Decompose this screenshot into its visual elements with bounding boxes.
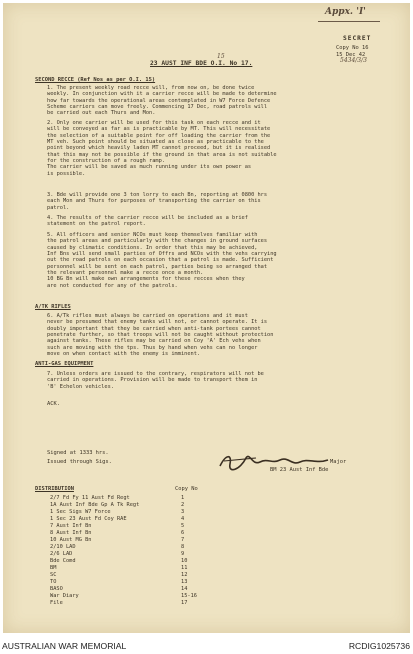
paragraph-line: statement on the patrol report. (47, 221, 146, 228)
file-reference: 5434/3/3 (340, 57, 367, 64)
appendix-mark: Appx. 'I' (325, 7, 366, 17)
paragraph-line: 1. The present weekly road recce will, from now on, be done twice (47, 85, 255, 91)
paragraph-1 (47, 85, 387, 117)
paragraph-line: 5. All officers and senior NCOs must keep themselves familiar with (47, 232, 258, 238)
copy-no-heading: Copy No (175, 486, 198, 492)
distribution-recipient: 2/6 LAD (50, 551, 73, 557)
distribution-copy-no: 14 (181, 586, 188, 592)
paragraph-line: carried in operations. Provision will be made to transport them in (47, 377, 258, 384)
distribution-recipient: 2/7 Fd Fy 11 Aust Fd Regt (50, 495, 130, 501)
distribution-copy-no: 17 (181, 600, 188, 606)
distribution-recipient: 2/10 LAD (50, 544, 76, 550)
paragraph-line: against tanks. These rifles may be carried on Coy 'A' Ech vehs when (47, 338, 261, 345)
distribution-recipient: 1 Sec Sigs W7 Force (50, 509, 111, 515)
list-item (50, 600, 63, 606)
distribution-recipient: 1A Aust Inf Bde Gp A Tk Regt (50, 502, 140, 508)
distribution-copy-no: 3 (181, 509, 185, 515)
paragraph-line: 2. Only one carrier will be used for this task on each recce and it (47, 120, 261, 126)
distribution-heading: DISTRIBUTION (35, 486, 74, 492)
paragraph-2 (47, 120, 387, 177)
issue-date: 15 Dec 42 (336, 52, 366, 58)
distribution-recipient: BASO (50, 586, 63, 592)
list-item (50, 495, 130, 501)
distribution-copy-no: 9 (181, 551, 185, 557)
distribution-recipient: 8 Aust Inf Bn (50, 530, 92, 536)
paragraph-line: personnel will be sent on each patrol, parties being so arranged that (47, 263, 268, 270)
paragraph-line: 7. Unless orders are issued to the contrary, respirators will not be (47, 371, 264, 377)
paragraph-line: weekly. In conjunction with it a carrier recce will be made to determine (47, 91, 277, 98)
appendix-underline (318, 7, 380, 22)
list-item (50, 593, 79, 599)
distribution-recipient: BM (50, 565, 57, 571)
distribution-recipient: War Diary (50, 593, 79, 599)
distribution-copy-no: 1 (181, 495, 185, 501)
list-item (50, 502, 139, 508)
distribution-copy-no: 10 (181, 558, 188, 564)
distribution-copy-no: 11 (181, 565, 188, 571)
signature-title: Major (330, 459, 347, 465)
paragraph-line: never be presumed that enemy tanks will not, or cannot operate. It is (47, 319, 268, 326)
list-item (50, 551, 72, 557)
paragraph-4 (47, 215, 387, 228)
paragraph-6 (47, 313, 387, 357)
list-item (50, 537, 91, 543)
distribution-recipient: Bde Comd (50, 558, 76, 564)
paragraph-7 (47, 371, 387, 390)
distribution-recipient: File (50, 600, 63, 606)
paragraph-line: for the construction of a rough ramp. (47, 158, 165, 165)
paragraph-line: caused by climatic conditions. In order that this may be achieved, (47, 244, 258, 251)
paragraph-line: doubly important that they be carried when anti-tank portees cannot (47, 325, 261, 332)
paragraph-line: 'B' Echelon vehicles. (47, 383, 114, 390)
document-title: 23 AUST INF BDE O.I. No 17. (150, 60, 253, 67)
signed-at: Signed at 1333 hrs. (47, 450, 109, 456)
paragraph-5 (47, 232, 387, 289)
paragraph-line: are not conducted for any of the patrols. (47, 282, 178, 289)
distribution-copy-no: 7 (181, 537, 185, 543)
list-item (50, 544, 76, 550)
paragraph-line: will be conveyed as far as is practicable by MT. This will necessitate (47, 126, 271, 133)
list-item (50, 523, 91, 529)
paragraph-line: move on when contact with the enemy is imminent. (47, 351, 201, 358)
archive-name: AUSTRALIAN WAR MEMORIAL (2, 641, 127, 651)
distribution-copy-no: 6 (181, 530, 185, 536)
paragraph-line: such are moving with the tps. Thus by hand when vehs can no longer (47, 344, 258, 351)
paragraph-line: patrol. (47, 204, 70, 211)
paragraph-3 (47, 192, 387, 211)
paragraph-line: the relevant personnel make a recce once a month. (47, 270, 204, 277)
list-item (50, 558, 76, 564)
list-item (50, 530, 91, 536)
paragraph-line: point beyond which heavily laden MT cannot proceed, but it is realised (47, 145, 271, 152)
list-item (50, 586, 63, 592)
list-item (50, 509, 111, 515)
amendment-mark: 15 (217, 53, 225, 60)
distribution-recipient: SC (50, 572, 57, 578)
distribution-copy-no: 2 (181, 502, 185, 508)
distribution-copy-no: 15-16 (181, 593, 197, 599)
distribution-copy-no: 4 (181, 516, 185, 522)
paragraph-line: be carried out each Thurs and Mon. (47, 110, 156, 117)
section-heading-anti-gas: ANTI-GAS EQUIPMENT (35, 361, 94, 367)
acknowledge: ACK. (47, 401, 60, 407)
classification: SECRET (343, 35, 372, 42)
copy-number: Copy No 16 (336, 45, 369, 51)
section-heading-second-recce: SECOND RECCE (Ref Nos as per O.I. 15) (35, 77, 156, 83)
paragraph-line: 6. A/Tk rifles must always be carried on operations and it must (47, 313, 248, 319)
distribution-copy-no: 5 (181, 523, 185, 529)
paragraph-line: MT veh. Such point should be situated as close as practicable to the (47, 139, 264, 146)
distribution-copy-no: 13 (181, 579, 188, 585)
paragraph-line: 10 BG Bn will make own arrangements for these recces when they (47, 276, 245, 283)
list-item (50, 579, 56, 585)
archive-id: RCDIG1025736 (348, 641, 410, 651)
paragraph-line: each Mon and Thurs for purposes of transporting the carrier on this (47, 198, 261, 205)
paragraph-line: 4. The results of the carrier recce will be included as a brief (47, 215, 248, 221)
distribution-copy-no: 8 (181, 544, 185, 550)
paragraph-line: Inf Bns will send small parties of Offrs and NCOs with the vehs carrying (47, 251, 277, 258)
archive-footer (0, 640, 413, 654)
list-item (50, 565, 56, 571)
section-heading-atk-rifles: A/TK RIFLES (35, 304, 71, 310)
distribution-recipient: 10 Aust MG Bn (50, 537, 92, 543)
paragraph-line: out the road patrols on each occasion that a patrol is made. Sufficient (47, 257, 274, 264)
issued-through: Issued through Sigs. (47, 459, 112, 465)
list-item (50, 572, 56, 578)
distribution-copy-no: 12 (181, 572, 188, 578)
distribution-recipient: 7 Aust Inf Bn (50, 523, 92, 529)
paragraph-line: how far towards the operational areas contemplated in W7 Force Defence (47, 97, 271, 104)
paragraph-line: is possible. (47, 170, 86, 177)
list-item (50, 516, 127, 522)
paragraph-line: the selection of a suitable point for off loading the carrier from the (47, 132, 271, 139)
document-page (3, 3, 410, 633)
signature-unit: BM 23 Aust Inf Bde (270, 467, 329, 473)
distribution-recipient: TO (50, 579, 57, 585)
paragraph-line: 3. Bde will provide one 3 ton lorry to each Bn, reporting at 0800 hrs (47, 192, 268, 198)
paragraph-line: that this may not be possible if the ground in that area is not suitable (47, 151, 277, 158)
paragraph-line: penetrate further, so that troops will not be caught without protection (47, 332, 274, 339)
distribution-recipient: 1 Sec 23 Aust Fd Coy RAE (50, 516, 127, 522)
paragraph-line: The carrier will be saved as much running under its own power as (47, 164, 252, 171)
paragraph-line: Scheme carriers can move freely. Commencing 17 Dec, road patrols will (47, 104, 268, 111)
paragraph-line: the patrol areas and particularly with the changes in ground surfaces (47, 238, 268, 245)
